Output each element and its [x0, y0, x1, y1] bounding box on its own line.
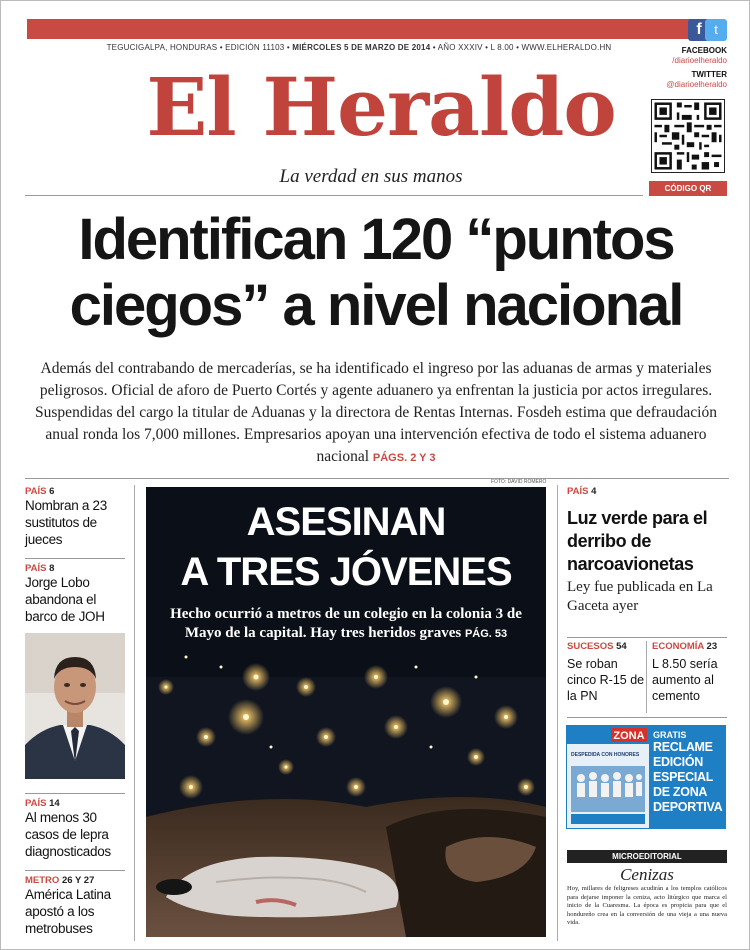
brief-section: PAÍS 14 [25, 798, 60, 809]
zona-deportiva-promo[interactable] [566, 725, 726, 829]
zona-cover-image [567, 726, 649, 828]
dateline-date: MIÉRCOLES 5 DE MARZO DE 2014 [292, 43, 431, 52]
right-column-divider [557, 485, 558, 941]
economia-text: L 8.50 sería aumento al cemento [652, 657, 718, 703]
lead-rule [25, 478, 729, 479]
twitter-block[interactable] [641, 70, 727, 90]
zona-promo-text-panel [649, 726, 726, 828]
lead-deck-text: Además del contrabando de mercaderías, se ha identificado el ingreso por las aduanas de armas y materiales peligrosos. Oficial de aforo de Puerto Cortés y agente aduanero ya enfrentan la justicia por actos irregulares. Suspendidas del cargo la titular de Aduanas y la directora de Rentas Internas. Fosdeh estima que defraudación anual ronda los 7,000 millones. Empresarios apoyan una intervención efectiva de todo el sistema aduanero nacional [35, 360, 717, 465]
facebook-label: FACEBOOK [681, 46, 727, 55]
brief-section: PAÍS 6 [25, 486, 55, 497]
main-headline-line1: ASESINAN [246, 500, 446, 544]
economia-brief[interactable] [652, 641, 730, 704]
main-headline-line2: A TRES JÓVENES [180, 550, 512, 594]
dateline-rest: • AÑO XXXIV • L 8.00 • WWW.ELHERALDO.HN [432, 43, 612, 52]
brief-section: METRO 26 Y 27 [25, 875, 95, 886]
qr-code-icon[interactable] [651, 99, 725, 173]
sucesos-section: SUCESOS 54 [567, 641, 627, 652]
left-brief-2[interactable] [25, 563, 125, 625]
brief-rule [25, 793, 125, 794]
dateline-city: TEGUCIGALPA, HONDURAS • EDICIÓN 11103 • [106, 43, 290, 52]
sucesos-text: Se roban cinco R-15 de la PN [567, 657, 645, 703]
right-top-deck: Ley fue publicada en La Gaceta ayer [567, 579, 713, 614]
main-photo-deck [166, 605, 526, 644]
lead-deck [31, 358, 721, 469]
right-small-divider [646, 641, 647, 713]
brief-rule [25, 870, 125, 871]
qr-code-graphic [652, 100, 724, 172]
main-deck-text: Hecho ocurrió a metros de un colegio en la colonia 3 de Mayo de la capital. Hay tres heridos graves [170, 606, 522, 641]
microeditorial-text: Hoy, millares de feligreses acudirán a los templos católicos para dejarse imponer la ceniza, acto litúrgico que marca el inicio de la Cuaresma. La época es propicia para que el hondureño crea en la conversión de una vieja a una nueva vida. [567, 885, 727, 926]
left-column-divider [134, 485, 135, 941]
left-brief-3[interactable] [25, 798, 125, 860]
lead-headline-line2: ciegos” a nivel nacional [69, 273, 683, 338]
economia-section: ECONOMÍA 23 [652, 641, 718, 652]
zona-cover-sub: DESPEDIDA CON HONORES [571, 752, 640, 758]
left-brief-4[interactable] [25, 875, 125, 937]
promo-text: RECLAME EDICIÓN ESPECIAL DE ZONA DEPORTIVA [653, 740, 723, 814]
brief-text: América Latina apostó a los metrobuses [25, 887, 111, 936]
twitter-label: TWITTER [691, 70, 727, 79]
brief-section: PAÍS 8 [25, 563, 55, 574]
photo-credit: FOTO: DAVID ROMERO [491, 479, 547, 485]
dateline [27, 43, 691, 52]
microeditorial-title[interactable]: Cenizas [620, 865, 674, 884]
qr-label: CÓDIGO QR [649, 181, 727, 196]
right-top-headline: Luz verde para el derribo de narcoavionetas [567, 508, 708, 574]
facebook-icon[interactable]: f [688, 19, 710, 41]
right-top-story[interactable] [567, 486, 727, 616]
right-top-section: PAÍS 4 [567, 486, 597, 497]
jorge-lobo-photo [25, 633, 125, 779]
zona-cover-title: ZONA [613, 730, 645, 742]
motto: La verdad en sus manos [279, 166, 463, 187]
lead-headline[interactable] [23, 207, 729, 339]
right-rule [567, 637, 727, 638]
brief-text: Al menos 30 casos de lepra diagnosticados [25, 810, 111, 859]
top-red-bar [27, 19, 691, 39]
twitter-icon[interactable]: t [705, 19, 727, 41]
facebook-block[interactable] [641, 46, 727, 66]
twitter-handle[interactable]: @diarioelheraldo [666, 80, 727, 89]
main-deck-page[interactable]: PÁG. 53 [464, 628, 508, 640]
brief-text: Nombran a 23 sustitutos de jueces [25, 498, 107, 547]
lead-headline-line1: Identifican 120 “puntos [78, 207, 674, 272]
brief-rule [25, 558, 125, 559]
right-rule [567, 717, 727, 718]
promo-gratis: GRATIS [653, 730, 687, 740]
microeditorial-label: MICROEDITORIAL [567, 850, 727, 863]
left-brief-1[interactable] [25, 486, 125, 548]
main-photo-headline[interactable] [146, 497, 546, 597]
lead-pages[interactable]: PÁGS. 2 Y 3 [372, 452, 436, 464]
brief-text: Jorge Lobo abandona el barco de JOH [25, 575, 105, 624]
sucesos-brief[interactable] [567, 641, 645, 704]
header-rule [25, 195, 643, 196]
masthead: El Heraldo [146, 60, 616, 154]
facebook-handle[interactable]: /diarioelheraldo [672, 56, 727, 65]
